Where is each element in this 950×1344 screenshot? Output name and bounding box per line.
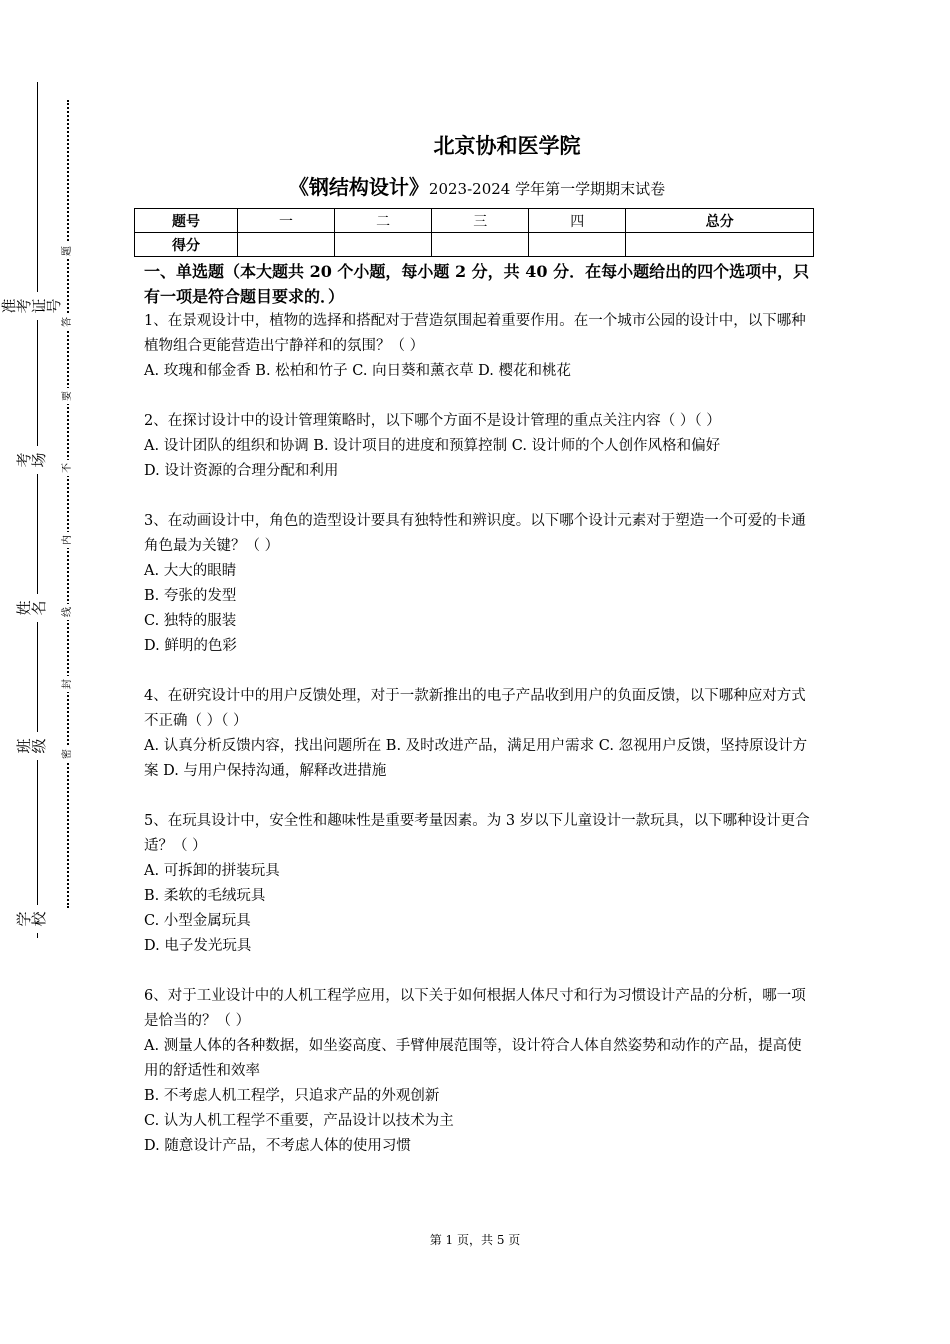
score-cell: 题号 — [135, 209, 238, 233]
question-option: A. 测量人体的各种数据，如坐姿高度、手臂伸展范围等，设计符合人体自然姿势和动作的产品，提高使用的舒适性和效率 — [144, 1038, 802, 1079]
question-2 — [144, 409, 810, 484]
question-option: A. 可拆卸的拼装玩具 — [144, 863, 280, 879]
seal-char: 不 — [62, 460, 74, 476]
question-stem: 4、在研究设计中的用户反馈处理，对于一款新推出的电子产品收到用户的负面反馈，以下哪种应对方式不正确（ ）（ ） — [144, 688, 806, 729]
binding-margin — [0, 0, 95, 1344]
exam-title — [144, 172, 810, 202]
question-option: A. 设计团队的组织和协调 B. 设计项目的进度和预算控制 C. 设计师的个人创作风格和偏好 — [144, 438, 721, 454]
course-name: 《钢结构设计》 — [288, 175, 429, 199]
score-cell: 得分 — [135, 233, 238, 257]
score-cell: 一 — [238, 209, 335, 233]
question-stem: 3、在动画设计中，角色的造型设计要具有独特性和辨识度。以下哪个设计元素对于塑造一个可爱的卡通角色最为关键？（ ） — [144, 513, 806, 554]
question-option: D. 随意设计产品，不考虑人体的使用习惯 — [144, 1138, 411, 1154]
seal-char: 内 — [62, 532, 74, 548]
question-option: B. 不考虑人机工程学，只追求产品的外观创新 — [144, 1088, 440, 1104]
question-option: B. 柔软的毛绒玩具 — [144, 888, 266, 904]
question-stem: 2、在探讨设计中的设计管理策略时，以下哪个方面不是设计管理的重点关注内容（ ）（ ） — [144, 413, 721, 429]
question-1 — [144, 309, 810, 384]
question-3 — [144, 509, 810, 659]
score-table-row — [135, 209, 814, 233]
score-cell — [626, 233, 814, 257]
question-6 — [144, 984, 810, 1159]
score-table — [134, 208, 814, 257]
score-cell — [529, 233, 626, 257]
question-option: C. 独特的服装 — [144, 613, 237, 629]
seal-char: 题 — [62, 243, 74, 259]
exam-number-label: 准考证号 — [2, 292, 62, 320]
seal-char: 线 — [62, 604, 74, 620]
question-option: D. 电子发光玩具 — [144, 938, 252, 954]
exam-content — [144, 120, 810, 1159]
seal-char: 密 — [62, 746, 74, 762]
binding-solid-line — [37, 82, 38, 938]
score-cell — [238, 233, 335, 257]
seal-char: 答 — [62, 314, 74, 330]
seal-char: 要 — [62, 388, 74, 404]
question-stem: 5、在玩具设计中，安全性和趣味性是重要考量因素。为 3 岁以下儿童设计一款玩具，以下哪种设计更合适？（ ） — [144, 813, 810, 854]
exam-room-label: 考场 — [17, 446, 47, 474]
score-cell — [335, 233, 432, 257]
section-heading: 一、单选题（本大题共 20 个小题，每小题 2 分，共 40 分．在每小题给出的四个选项中，只有一项是符合题目要求的．） — [144, 262, 810, 306]
question-option: C. 小型金属玩具 — [144, 913, 251, 929]
school-label: 学校 — [17, 905, 47, 933]
question-option: A. 大大的眼睛 — [144, 563, 237, 579]
term-label: 2023-2024 学年第一学期期末试卷 — [428, 180, 666, 198]
page-footer: 第 1 页，共 5 页 — [429, 1233, 521, 1247]
question-5 — [144, 809, 810, 959]
score-table-row — [135, 233, 814, 257]
question-option: A. 玫瑰和郁金香 B. 松柏和竹子 C. 向日葵和薰衣草 D. 樱花和桃花 — [144, 363, 572, 379]
seal-char: 封 — [62, 676, 74, 692]
score-cell: 二 — [335, 209, 432, 233]
score-cell: 四 — [529, 209, 626, 233]
question-option: A. 认真分析反馈内容，找出问题所在 B. 及时改进产品，满足用户需求 C. 忽视用户反馈，坚持原设计方案 D. 与用户保持沟通，解释改进措施 — [144, 738, 808, 779]
question-option: D. 鲜明的色彩 — [144, 638, 237, 654]
question-option: B. 夸张的发型 — [144, 588, 237, 604]
institution-title: 北京协和医学院 — [433, 134, 581, 158]
question-option: D. 设计资源的合理分配和利用 — [144, 463, 339, 479]
question-stem: 6、对于工业设计中的人机工程学应用，以下关于如何根据人体尺寸和行为习惯设计产品的分析，哪一项是恰当的？（ ） — [144, 988, 806, 1029]
name-label: 姓名 — [17, 594, 47, 622]
class-label: 班级 — [17, 732, 47, 760]
score-cell — [432, 233, 529, 257]
question-option: C. 认为人机工程学不重要，产品设计以技术为主 — [144, 1113, 454, 1129]
score-cell: 三 — [432, 209, 529, 233]
seal-dotted-line — [67, 100, 69, 908]
score-cell: 总分 — [626, 209, 814, 233]
question-4 — [144, 684, 810, 784]
question-stem: 1、在景观设计中，植物的选择和搭配对于营造氛围起着重要作用。在一个城市公园的设计中，以下哪种植物组合更能营造出宁静祥和的氛围？（ ） — [144, 313, 806, 354]
